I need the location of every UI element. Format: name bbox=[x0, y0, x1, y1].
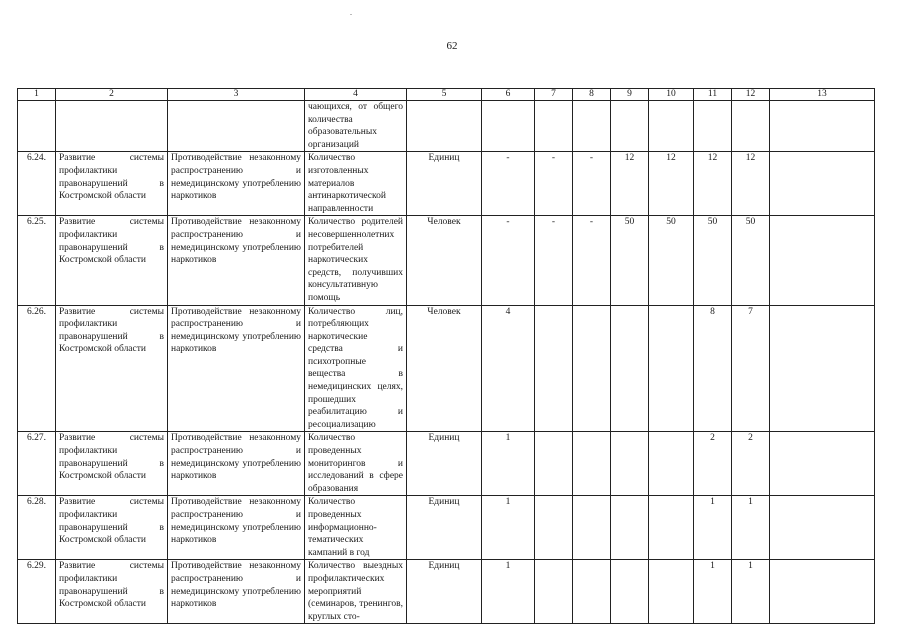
table-cell-col-10 bbox=[649, 432, 694, 496]
scan-artifact bbox=[350, 14, 352, 15]
table-cell-col-3: Противодействие незаконному распространению и немедицинскому употреблению наркотиков bbox=[168, 216, 305, 305]
table-row bbox=[18, 216, 875, 305]
table-cell-col-12 bbox=[732, 101, 770, 152]
header-cell: 13 bbox=[770, 89, 875, 101]
table-cell-col-5 bbox=[407, 101, 482, 152]
header-cell: 9 bbox=[611, 89, 649, 101]
table-cell-col-4: Количество лиц, потребляющих наркотические средства и психотропные вещества в немедицинских целях, прошедших реабилитацию и ресоциализацию bbox=[305, 305, 407, 432]
table-cell-col-4: Количество родителей несовершеннолетних потребителей наркотических средств, получивших консультативную помощь bbox=[305, 216, 407, 305]
table-cell-col-10 bbox=[649, 496, 694, 560]
header-cell: 6 bbox=[482, 89, 535, 101]
table-cell-col-13 bbox=[770, 432, 875, 496]
table-cell-col-6: 1 bbox=[482, 560, 535, 624]
table-cell-col-3: Противодействие незаконному распространению и немедицинскому употреблению наркотиков bbox=[168, 432, 305, 496]
header-cell: 1 bbox=[18, 89, 56, 101]
table-cell-col-11: 2 bbox=[694, 432, 732, 496]
table-cell-col-4: Количество проведенных информационно-тематических кампаний в год bbox=[305, 496, 407, 560]
header-cell: 3 bbox=[168, 89, 305, 101]
table-cell-col-2: Развитие системы профилактики правонарушений в Костромской области bbox=[56, 560, 168, 624]
table-cell-col-1 bbox=[18, 101, 56, 152]
table-cell-col-3 bbox=[168, 101, 305, 152]
table-cell-col-8: - bbox=[573, 152, 611, 216]
table-cell-col-7 bbox=[535, 496, 573, 560]
table-cell-col-10: 50 bbox=[649, 216, 694, 305]
table-cell-col-1: 6.28. bbox=[18, 496, 56, 560]
table-cell-col-13 bbox=[770, 152, 875, 216]
table-cell-col-7: - bbox=[535, 152, 573, 216]
header-cell: 4 bbox=[305, 89, 407, 101]
table-cell-col-1: 6.26. bbox=[18, 305, 56, 432]
indicators-table bbox=[17, 88, 875, 624]
table-row bbox=[18, 432, 875, 496]
table-cell-col-6: - bbox=[482, 152, 535, 216]
table-cell-col-1: 6.27. bbox=[18, 432, 56, 496]
table-cell-col-7 bbox=[535, 101, 573, 152]
table-cell-col-7 bbox=[535, 305, 573, 432]
table-cell-col-6 bbox=[482, 101, 535, 152]
table-cell-col-12: 2 bbox=[732, 432, 770, 496]
header-row bbox=[18, 89, 875, 101]
table-cell-col-13 bbox=[770, 216, 875, 305]
table-cell-col-4: Количество проведенных мониторингов и исследований в сфере образования bbox=[305, 432, 407, 496]
table-cell-col-7: - bbox=[535, 216, 573, 305]
table-cell-col-9 bbox=[611, 432, 649, 496]
table-cell-col-2: Развитие системы профилактики правонарушений в Костромской области bbox=[56, 496, 168, 560]
table-cell-col-6: 1 bbox=[482, 496, 535, 560]
table-cell-col-13 bbox=[770, 560, 875, 624]
table-cell-col-13 bbox=[770, 496, 875, 560]
header-cell: 5 bbox=[407, 89, 482, 101]
table-cell-col-5: Человек bbox=[407, 305, 482, 432]
table-cell-col-4: Количество выездных профилактических мероприятий (семинаров, тренингов, круглых сто- bbox=[305, 560, 407, 624]
table-cell-col-10: 12 bbox=[649, 152, 694, 216]
table-cell-col-8 bbox=[573, 560, 611, 624]
table-cell-col-11: 1 bbox=[694, 560, 732, 624]
table-cell-col-5: Единиц bbox=[407, 152, 482, 216]
table-cell-col-10 bbox=[649, 560, 694, 624]
table-cell-col-2 bbox=[56, 101, 168, 152]
table-cell-col-9 bbox=[611, 305, 649, 432]
table-cell-col-2: Развитие системы профилактики правонарушений в Костромской области bbox=[56, 216, 168, 305]
table-cell-col-8 bbox=[573, 432, 611, 496]
table-cell-col-13 bbox=[770, 101, 875, 152]
table-cell-col-1: 6.24. bbox=[18, 152, 56, 216]
table-cell-col-5: Единиц bbox=[407, 432, 482, 496]
table-cell-col-2: Развитие системы профилактики правонарушений в Костромской области bbox=[56, 152, 168, 216]
table-cell-col-9 bbox=[611, 101, 649, 152]
table-cell-col-11 bbox=[694, 101, 732, 152]
table-row bbox=[18, 305, 875, 432]
table-cell-col-9 bbox=[611, 560, 649, 624]
table-cell-col-11: 1 bbox=[694, 496, 732, 560]
table-cell-col-3: Противодействие незаконному распространению и немедицинскому употреблению наркотиков bbox=[168, 496, 305, 560]
header-cell: 12 bbox=[732, 89, 770, 101]
table-cell-col-8: - bbox=[573, 216, 611, 305]
header-cell: 8 bbox=[573, 89, 611, 101]
table-cell-col-11: 50 bbox=[694, 216, 732, 305]
table-cell-col-9: 50 bbox=[611, 216, 649, 305]
header-cell: 2 bbox=[56, 89, 168, 101]
table-cell-col-10 bbox=[649, 305, 694, 432]
table-cell-col-7 bbox=[535, 432, 573, 496]
table-cell-col-11: 8 bbox=[694, 305, 732, 432]
table-cell-col-6: 4 bbox=[482, 305, 535, 432]
table-cell-col-9 bbox=[611, 496, 649, 560]
table-cell-col-4: чающихся, от общего количества образовательных организаций bbox=[305, 101, 407, 152]
table-cell-col-3: Противодействие незаконному распространению и немедицинскому употреблению наркотиков bbox=[168, 152, 305, 216]
table-cell-col-12: 12 bbox=[732, 152, 770, 216]
table-cell-col-5: Единиц bbox=[407, 560, 482, 624]
table-cell-col-9: 12 bbox=[611, 152, 649, 216]
table-cell-col-12: 50 bbox=[732, 216, 770, 305]
table-cell-col-12: 7 bbox=[732, 305, 770, 432]
table-cell-col-7 bbox=[535, 560, 573, 624]
table-cell-col-8 bbox=[573, 496, 611, 560]
table-cell-col-13 bbox=[770, 305, 875, 432]
table-cell-col-5: Единиц bbox=[407, 496, 482, 560]
header-cell: 11 bbox=[694, 89, 732, 101]
table-cell-col-8 bbox=[573, 101, 611, 152]
header-cell: 7 bbox=[535, 89, 573, 101]
table-row bbox=[18, 560, 875, 624]
table-cell-col-12: 1 bbox=[732, 560, 770, 624]
table-cell-col-8 bbox=[573, 305, 611, 432]
table-cell-col-1: 6.29. bbox=[18, 560, 56, 624]
table-cell-col-6: - bbox=[482, 216, 535, 305]
table-cell-col-3: Противодействие незаконному распространению и немедицинскому употреблению наркотиков bbox=[168, 560, 305, 624]
table-cell-col-2: Развитие системы профилактики правонарушений в Костромской области bbox=[56, 432, 168, 496]
table-cell-col-4: Количество изготовленных материалов антинаркотической направленности bbox=[305, 152, 407, 216]
table-cell-col-10 bbox=[649, 101, 694, 152]
table-cell-col-12: 1 bbox=[732, 496, 770, 560]
table-row bbox=[18, 496, 875, 560]
table-row bbox=[18, 152, 875, 216]
table-cell-col-3: Противодействие незаконному распространению и немедицинскому употреблению наркотиков bbox=[168, 305, 305, 432]
table-cell-col-6: 1 bbox=[482, 432, 535, 496]
table-cell-col-11: 12 bbox=[694, 152, 732, 216]
page-number: 62 bbox=[446, 40, 458, 52]
header-cell: 10 bbox=[649, 89, 694, 101]
table-cell-col-2: Развитие системы профилактики правонарушений в Костромской области bbox=[56, 305, 168, 432]
table-cell-col-5: Человек bbox=[407, 216, 482, 305]
table-row bbox=[18, 101, 875, 152]
table-cell-col-1: 6.25. bbox=[18, 216, 56, 305]
